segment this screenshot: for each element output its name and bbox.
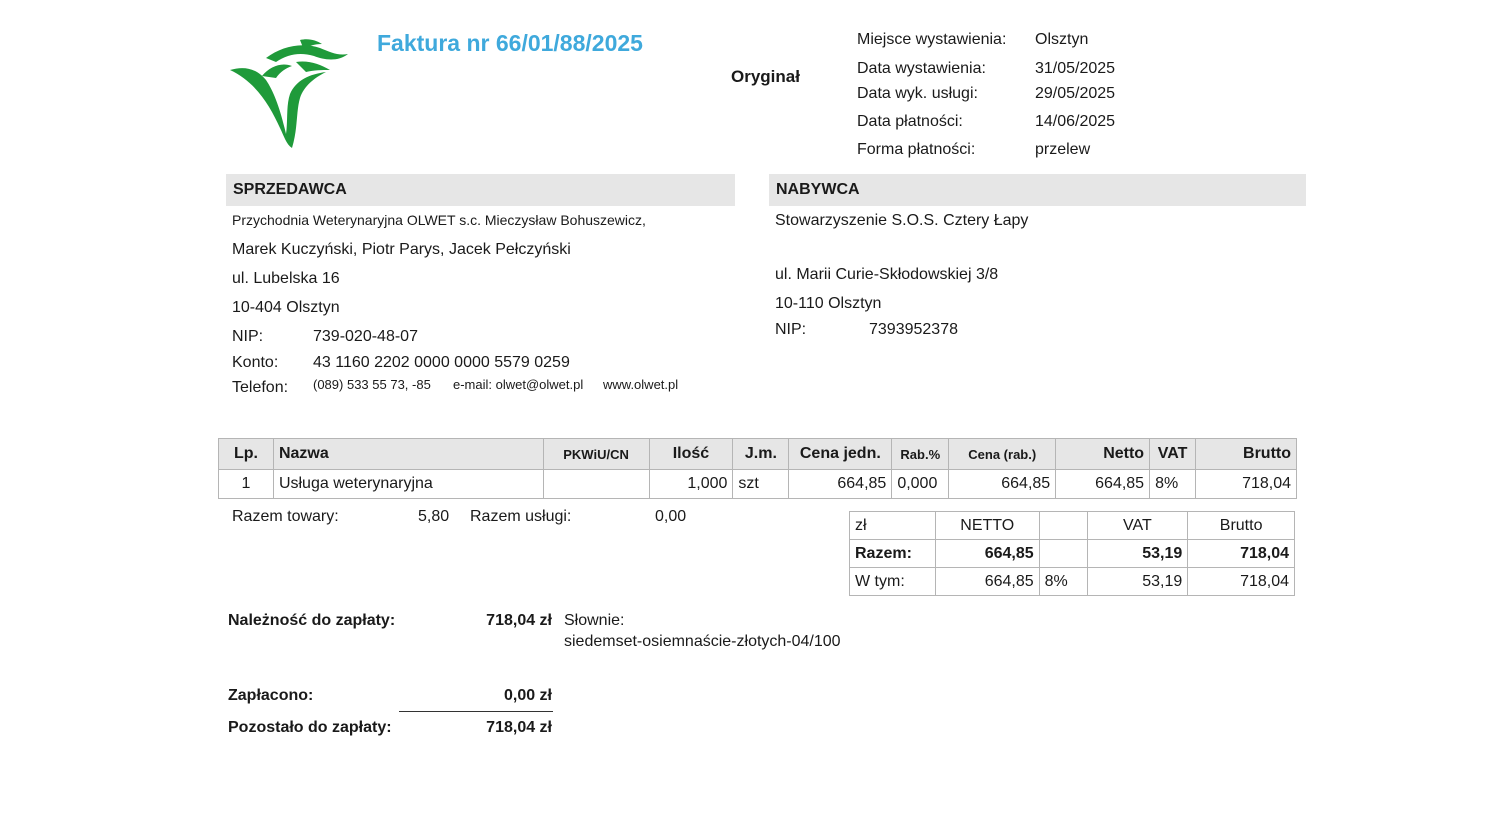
paid-divider bbox=[399, 711, 553, 712]
summary-breakdown-rate: 8% bbox=[1039, 568, 1087, 596]
cell-unit: szt bbox=[733, 470, 789, 499]
col-qty: Ilość bbox=[649, 439, 733, 470]
col-pkwiu: PKWiU/CN bbox=[543, 439, 649, 470]
seller-phone-label: Telefon: bbox=[232, 379, 289, 396]
buyer-nip: 7393952378 bbox=[869, 321, 958, 338]
meta-label: Data wystawienia: bbox=[857, 60, 986, 77]
cell-price: 664,85 bbox=[789, 470, 892, 499]
goods-total-value: 5,80 bbox=[418, 508, 450, 525]
col-name: Nazwa bbox=[273, 439, 543, 470]
cell-gross: 718,04 bbox=[1196, 470, 1297, 499]
seller-phone: (089) 533 55 73, -85 bbox=[313, 377, 431, 392]
buyer-city: 10-110 Olsztyn bbox=[775, 295, 882, 312]
amount-due-label: Należność do zapłaty: bbox=[228, 612, 396, 629]
amount-due-value: 718,04 zł bbox=[486, 612, 552, 629]
paid-value: 0,00 zł bbox=[503, 687, 552, 704]
summary-breakdown-net: 664,85 bbox=[935, 568, 1039, 596]
summary-vat-header: VAT bbox=[1087, 512, 1188, 540]
table-row bbox=[219, 470, 1297, 499]
cell-qty: 1,000 bbox=[649, 470, 733, 499]
cell-net: 664,85 bbox=[1056, 470, 1150, 499]
meta-value: 31/05/2025 bbox=[1035, 60, 1116, 77]
seller-name-line1: Przychodnia Weterynaryjna OLWET s.c. Mieczysław Bohuszewicz, bbox=[232, 212, 646, 228]
summary-breakdown-row bbox=[850, 568, 1295, 596]
summary-total-net: 664,85 bbox=[935, 540, 1039, 568]
col-vat: VAT bbox=[1150, 439, 1196, 470]
buyer-name: Stowarzyszenie S.O.S. Cztery Łapy bbox=[775, 212, 1029, 229]
meta-value: 14/06/2025 bbox=[1035, 113, 1116, 130]
cell-vat: 8% bbox=[1150, 470, 1196, 499]
meta-label: Forma płatności: bbox=[857, 141, 976, 158]
seller-website[interactable]: www.olwet.pl bbox=[603, 377, 679, 392]
remaining-value: 718,04 zł bbox=[486, 719, 552, 736]
goods-total-label: Razem towary: bbox=[232, 508, 339, 525]
cell-name: Usługa weterynaryjna bbox=[273, 470, 543, 499]
meta-payment-date bbox=[857, 113, 1116, 131]
invoice-title: Faktura nr 66/01/88/2025 bbox=[377, 30, 643, 56]
seller-email[interactable]: e-mail: olwet@olwet.pl bbox=[453, 377, 584, 392]
col-lp: Lp. bbox=[219, 439, 274, 470]
summary-net-header: NETTO bbox=[935, 512, 1039, 540]
services-total-label: Razem usługi: bbox=[470, 508, 572, 525]
buyer-heading: NABYWCA bbox=[769, 174, 1306, 206]
cell-lp: 1 bbox=[219, 470, 274, 499]
buyer-nip-label: NIP: bbox=[775, 321, 807, 338]
items-table bbox=[218, 438, 1297, 499]
seller-heading: SPRZEDAWCA bbox=[226, 174, 735, 206]
col-discount: Rab.% bbox=[892, 439, 949, 470]
meta-label: Data wyk. usługi: bbox=[857, 85, 978, 102]
col-price: Cena jedn. bbox=[789, 439, 892, 470]
summary-breakdown-vat: 53,19 bbox=[1087, 568, 1188, 596]
meta-payment-method bbox=[857, 141, 1091, 159]
summary-total-vat: 53,19 bbox=[1087, 540, 1188, 568]
meta-value: 29/05/2025 bbox=[1035, 85, 1116, 102]
amount-words-label: Słownie: bbox=[564, 612, 625, 629]
services-total-value: 0,00 bbox=[655, 508, 687, 525]
summary-breakdown-label: W tym: bbox=[850, 568, 936, 596]
seller-city: 10-404 Olsztyn bbox=[232, 299, 340, 316]
summary-header-row bbox=[850, 512, 1295, 540]
summary-total-row bbox=[850, 540, 1295, 568]
summary-total-label: Razem: bbox=[850, 540, 936, 568]
vat-summary-table bbox=[849, 511, 1295, 596]
meta-issue-place bbox=[857, 31, 1089, 49]
summary-rate-header bbox=[1039, 512, 1087, 540]
meta-value: przelew bbox=[1035, 141, 1091, 158]
col-gross: Brutto bbox=[1196, 439, 1297, 470]
summary-total-rate bbox=[1039, 540, 1087, 568]
summary-breakdown-gross: 718,04 bbox=[1188, 568, 1295, 596]
cell-discount: 0,000 bbox=[892, 470, 949, 499]
col-unit: J.m. bbox=[733, 439, 789, 470]
seller-account-label: Konto: bbox=[232, 354, 279, 371]
seller-account: 43 1160 2202 0000 0000 5579 0259 bbox=[313, 354, 570, 371]
remaining-label: Pozostało do zapłaty: bbox=[228, 719, 392, 736]
cell-pkwiu bbox=[543, 470, 649, 499]
items-header-row bbox=[219, 439, 1297, 470]
seller-name-line2: Marek Kuczyński, Piotr Parys, Jacek Pełczyński bbox=[232, 241, 571, 258]
seller-street: ul. Lubelska 16 bbox=[232, 270, 340, 287]
col-price-discounted: Cena (rab.) bbox=[949, 439, 1056, 470]
summary-gross-header: Brutto bbox=[1188, 512, 1295, 540]
meta-label: Miejsce wystawienia: bbox=[857, 31, 1007, 48]
seller-nip-label: NIP: bbox=[232, 328, 264, 345]
paid-label: Zapłacono: bbox=[228, 687, 314, 704]
clinic-logo bbox=[226, 36, 352, 150]
col-net: Netto bbox=[1056, 439, 1150, 470]
meta-label: Data płatności: bbox=[857, 113, 963, 130]
cell-price-discounted: 664,85 bbox=[949, 470, 1056, 499]
seller-nip: 739-020-48-07 bbox=[313, 328, 418, 345]
meta-issue-date bbox=[857, 60, 1116, 78]
summary-total-gross: 718,04 bbox=[1188, 540, 1295, 568]
copy-label: Oryginał bbox=[731, 67, 800, 86]
meta-service-date bbox=[857, 85, 1116, 103]
amount-words-value: siedemset-osiemnaście-złotych-04/100 bbox=[564, 633, 841, 650]
buyer-street: ul. Marii Curie-Skłodowskiej 3/8 bbox=[775, 266, 999, 283]
meta-value: Olsztyn bbox=[1035, 31, 1089, 48]
summary-currency: zł bbox=[850, 512, 936, 540]
